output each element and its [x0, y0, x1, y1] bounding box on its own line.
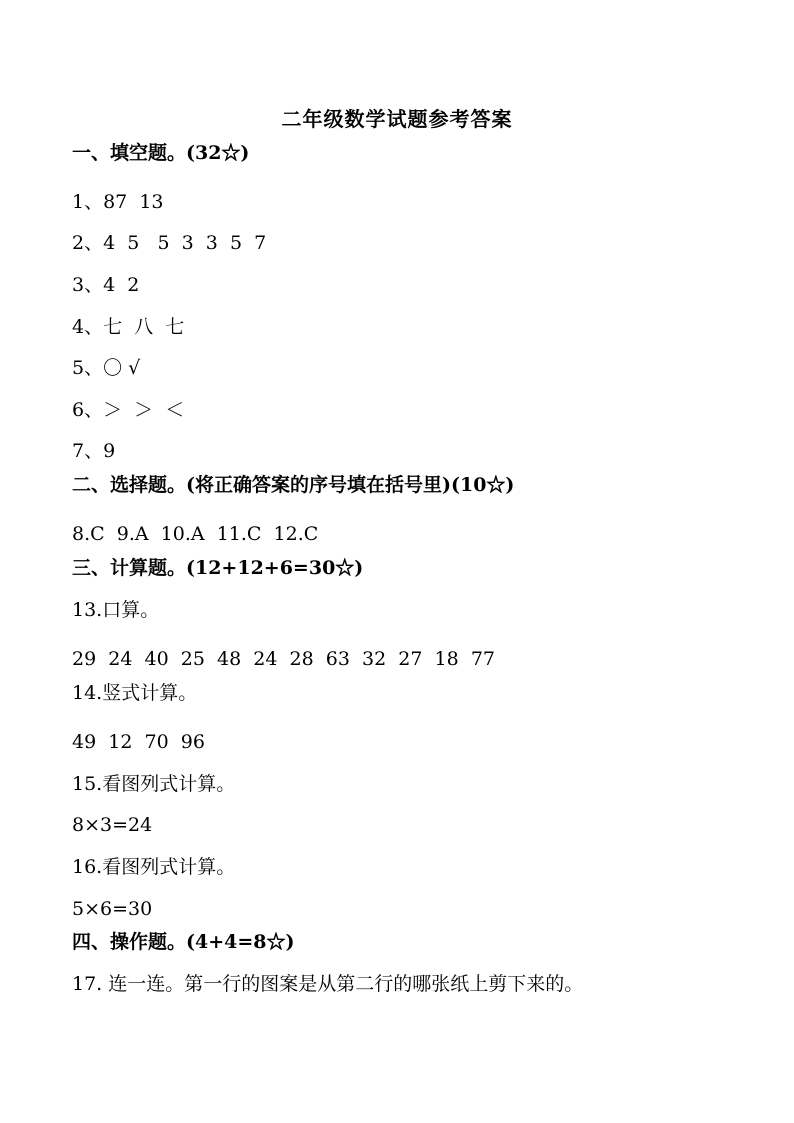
- answer-line-15-value: 8×3=24: [72, 814, 153, 836]
- document-title: 二年级数学试题参考答案: [281, 107, 513, 131]
- answer-line-6: 6、＞ ＞ ＜: [72, 399, 185, 421]
- answer-line-14-values: 49 12 70 96: [72, 731, 205, 753]
- answer-line-3: 3、4 2: [72, 274, 140, 296]
- answer-line-17: 17. 连一连。第一行的图案是从第二行的哪张纸上剪下来的。: [72, 973, 584, 995]
- section-heading-operation: 四、操作题。(4+4=8☆): [72, 931, 295, 953]
- answer-line-14-label: 14.竖式计算。: [72, 682, 198, 704]
- answer-line-15-label: 15.看图列式计算。: [72, 773, 236, 795]
- answer-line-5: 5、〇 √: [72, 357, 141, 379]
- answer-line-8-12: 8.C 9.A 10.A 11.C 12.C: [72, 523, 319, 545]
- answer-line-16-value: 5×6=30: [72, 898, 153, 920]
- section-heading-calculation: 三、计算题。(12+12+6=30☆): [72, 557, 364, 579]
- answer-line-13-label: 13.口算。: [72, 599, 160, 621]
- section-heading-fill-blank: 一、填空题。(32☆): [72, 142, 250, 164]
- answer-line-7: 7、9: [72, 440, 116, 462]
- answer-line-4: 4、七 八 七: [72, 316, 185, 338]
- answer-line-1: 1、87 13: [72, 191, 164, 213]
- section-heading-choice: 二、选择题。(将正确答案的序号填在括号里)(10☆): [72, 474, 515, 496]
- answer-line-16-label: 16.看图列式计算。: [72, 856, 236, 878]
- answer-line-2: 2、4 5 5 3 3 5 7: [72, 232, 267, 254]
- answer-line-13-values: 29 24 40 25 48 24 28 63 32 27 18 77: [72, 648, 495, 670]
